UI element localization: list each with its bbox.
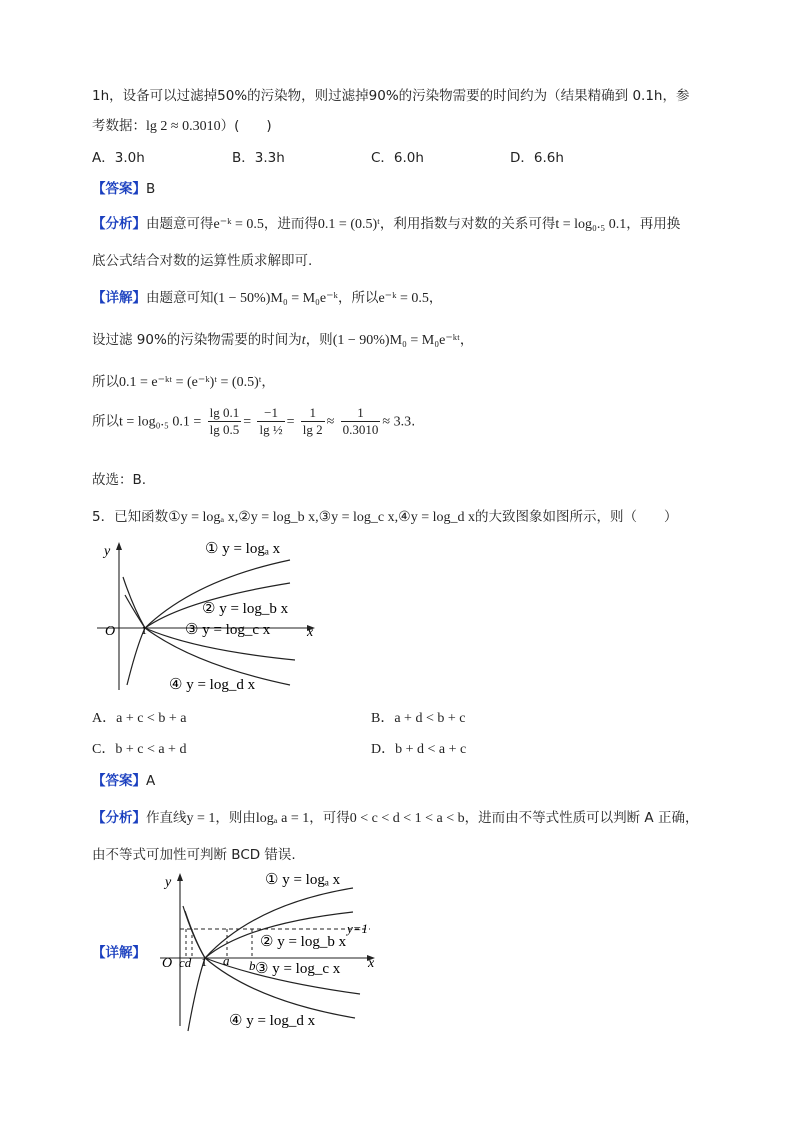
stem-text: 的大致图象如图所示，则（ ） bbox=[474, 509, 678, 525]
analysis-math: 0.1 = (0.5)ᵗ bbox=[317, 217, 380, 232]
q5-analysis bbox=[92, 806, 698, 827]
y-label: y bbox=[104, 544, 111, 559]
analysis-text: ，进而由不等式性质可以判断 A 正确， bbox=[464, 810, 699, 826]
one-label: 1 bbox=[201, 955, 207, 969]
analysis-tag: 【分析】 bbox=[92, 216, 146, 232]
detail-text: ， bbox=[261, 374, 275, 390]
detail-text: 由题意可知 bbox=[146, 290, 214, 306]
y-label: y bbox=[165, 875, 172, 890]
fraction bbox=[257, 405, 284, 438]
q4-analysis-line2: 底公式结合对数的运算性质求解即可. bbox=[92, 253, 313, 269]
fraction-numerator: −1 bbox=[257, 405, 284, 422]
fraction-denominator: lg ½ bbox=[259, 422, 283, 437]
detail-math: (1 − 90%)M₀ = M₀e⁻ᵏᵗ bbox=[332, 333, 460, 348]
q4-line1: 1h，设备可以过滤掉50%的污染物，则过滤掉90%的污染物需要的时间约为（结果精确到 0.1h，参 bbox=[92, 88, 690, 104]
x-label: x bbox=[307, 625, 314, 640]
detail-math: e⁻ᵏ = 0.5 bbox=[378, 291, 429, 306]
q4-line2-text: 考数据： bbox=[92, 118, 146, 134]
curve-d-label: ④ y = log_d x bbox=[169, 677, 256, 693]
detail-text: 所以 bbox=[92, 413, 119, 430]
q4-detail bbox=[92, 286, 442, 307]
curve-a bbox=[125, 560, 290, 628]
fraction-denominator: 0.3010 bbox=[342, 422, 379, 437]
q4-line2-end: ）( ) bbox=[220, 118, 272, 134]
q4-set-line bbox=[92, 328, 473, 349]
q5-option-a: A．a + c < b + a bbox=[92, 711, 187, 726]
analysis-math: logₐ a = 1 bbox=[255, 811, 310, 826]
analysis-tag: 【分析】 bbox=[92, 810, 146, 826]
equals: = bbox=[286, 414, 295, 430]
detail-tag: 【详解】 bbox=[92, 290, 146, 306]
q5-stem bbox=[92, 505, 677, 526]
log-graph-2 bbox=[155, 866, 385, 1036]
analysis-text: ，进而得 bbox=[263, 216, 318, 232]
curve-a-label: ① y = logₐ x bbox=[205, 541, 281, 557]
analysis-text: 作直线 bbox=[146, 810, 187, 826]
analysis-math: y = 1 bbox=[186, 811, 216, 826]
analysis-math: e⁻ᵏ = 0.5 bbox=[213, 217, 264, 232]
detail-math: t = log₀.₅ 0.1 = bbox=[119, 414, 202, 430]
approx-result: ≈ 3.3 bbox=[382, 414, 412, 430]
curve-d-label: ④ y = log_d x bbox=[229, 1013, 316, 1029]
q4-option-d: D．6.6h bbox=[510, 150, 564, 166]
curve-b-label: ② y = log_b x bbox=[202, 601, 289, 617]
cd-label: cd bbox=[179, 955, 192, 970]
one-label: 1 bbox=[141, 623, 147, 637]
q4-option-b: B．3.3h bbox=[232, 150, 285, 166]
analysis-math: t = log₀.₅ 0.1 bbox=[555, 217, 627, 232]
q5-option-b: B．a + d < b + c bbox=[371, 711, 466, 726]
detail-text: ，所以 bbox=[337, 290, 379, 306]
curve-c-label: ③ y = log_c x bbox=[255, 961, 341, 977]
q4-answer bbox=[92, 177, 155, 197]
q4-so-line1 bbox=[92, 370, 275, 391]
answer-value: A bbox=[146, 773, 156, 789]
q5-analysis-line2: 由不等式可加性可判断 BCD 错误. bbox=[92, 847, 296, 863]
a-label: a bbox=[223, 953, 230, 968]
q5-option-c: C．b + c < a + d bbox=[92, 742, 187, 757]
b-label: b bbox=[249, 958, 256, 973]
answer-value: B bbox=[146, 181, 156, 197]
origin-label: O bbox=[162, 956, 173, 971]
approx: ≈ bbox=[326, 414, 335, 430]
stem-text: 5．已知函数 bbox=[92, 509, 169, 525]
curve-c bbox=[183, 906, 360, 994]
period: . bbox=[411, 413, 416, 430]
curve-c bbox=[123, 577, 295, 660]
analysis-text: ，再用换 bbox=[626, 216, 681, 232]
y-axis-arrow bbox=[177, 873, 183, 881]
fraction-numerator: lg 0.1 bbox=[209, 405, 240, 420]
detail-math: 0.1 = e⁻ᵏᵗ = (e⁻ᵏ)ᵗ = (0.5)ᵗ bbox=[119, 375, 262, 390]
q4-so-line2 bbox=[92, 405, 415, 438]
log-graph-1 bbox=[95, 535, 335, 695]
detail-text: 设过滤 90%的污染物需要的时间为 bbox=[92, 332, 302, 348]
fraction bbox=[208, 405, 242, 438]
fraction bbox=[341, 405, 381, 438]
q4-line2-math: lg 2 ≈ 0.3010 bbox=[146, 119, 221, 134]
answer-tag: 【答案】 bbox=[92, 181, 146, 197]
fraction-numerator: 1 bbox=[301, 405, 325, 422]
x-label: x bbox=[368, 956, 375, 971]
analysis-text: 由题意可得 bbox=[146, 216, 214, 232]
analysis-text: ，可得 bbox=[309, 810, 350, 826]
fraction-denominator: lg 0.5 bbox=[209, 422, 240, 437]
q5-answer bbox=[92, 769, 155, 789]
q4-analysis bbox=[92, 212, 680, 233]
q4-option-a: A．3.0h bbox=[92, 150, 145, 166]
fraction-denominator: lg 2 bbox=[302, 422, 323, 437]
curve-a-label: ① y = logₐ x bbox=[265, 872, 341, 888]
answer-tag: 【答案】 bbox=[92, 773, 146, 789]
curve-c-label: ③ y = log_c x bbox=[185, 622, 271, 638]
detail-text: ， bbox=[459, 332, 474, 348]
detail-text: ，则 bbox=[305, 332, 333, 348]
stem-math: ①y = logₐ x,②y = log_b x,③y = log_c x,④y = log_d x bbox=[168, 510, 475, 525]
analysis-text: ，利用指数与对数的关系可得 bbox=[379, 216, 556, 232]
analysis-math: 0 < c < d < 1 < a < b bbox=[349, 811, 465, 826]
curve-b-label: ② y = log_b x bbox=[260, 934, 347, 950]
q5-option-d: D．b + d < a + c bbox=[371, 742, 467, 757]
detail-text: 所以 bbox=[92, 374, 119, 390]
y-axis-arrow bbox=[116, 542, 122, 550]
detail-text: ， bbox=[428, 290, 443, 306]
detail-math: (1 − 50%)M₀ = M₀e⁻ᵏ bbox=[213, 291, 338, 306]
fraction bbox=[301, 405, 325, 438]
detail-math: t bbox=[301, 333, 306, 348]
q5-detail-tag bbox=[92, 941, 146, 961]
fraction-numerator: 1 bbox=[341, 405, 381, 422]
y1-label: y=1 bbox=[347, 921, 369, 936]
detail-tag: 【详解】 bbox=[92, 945, 146, 961]
origin-label: O bbox=[105, 624, 116, 639]
equals: = bbox=[243, 414, 252, 430]
q4-line2 bbox=[92, 114, 272, 135]
q4-choose: 故选：B. bbox=[92, 472, 147, 488]
q4-option-c: C．6.0h bbox=[371, 150, 424, 166]
analysis-text: ，则由 bbox=[215, 810, 256, 826]
